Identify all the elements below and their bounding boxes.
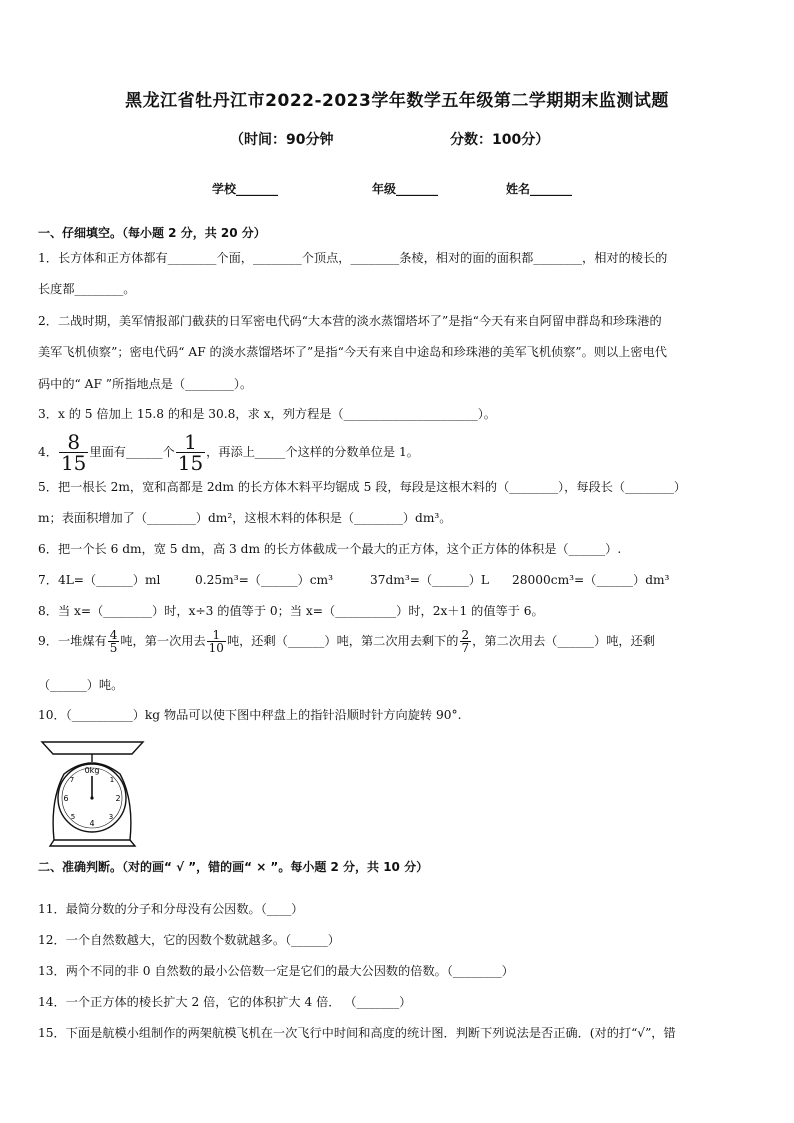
dial-label-4: 4 xyxy=(89,819,95,828)
q9-mid-1: 吨，第一次用去 xyxy=(120,634,206,648)
dial-label-1: 1 xyxy=(109,776,115,784)
scale-pan xyxy=(42,742,143,754)
scale-base xyxy=(50,840,135,846)
question-2-line-1: 2．二战时期，美军情报部门截获的日军密电代码“大本营的淡水蒸馏塔坏了”是指“今天有来自阿留申群岛和珍珠港的 xyxy=(38,314,662,328)
q7-part-c: 37dm³=（______）L xyxy=(370,573,489,587)
school-field: 学校_______ xyxy=(212,182,279,196)
question-8: 8．当 x=（________）时，x÷3 的值等于 0；当 x=（__________）时，2x＋1 的值等于 6。 xyxy=(38,604,544,618)
q9-mid-2: 吨，还剩（______）吨，第二次用去剩下的 xyxy=(226,634,459,648)
fraction-8-15 xyxy=(59,432,88,473)
scale-illustration xyxy=(40,740,145,850)
fraction-4-5 xyxy=(108,629,120,654)
fraction-1-15 xyxy=(176,432,205,473)
question-14: 14．一个正方体的棱长扩大 2 倍，它的体积扩大 4 倍． （_______） xyxy=(38,995,412,1009)
q7-part-a: 7．4L=（______）ml xyxy=(38,573,161,587)
question-5-line-2: m；表面积增加了（________）dm²，这根木料的体积是（________）dm³。 xyxy=(38,511,452,525)
question-6: 6．把一个长 6 dm，宽 5 dm，高 3 dm 的长方体截成一个最大的正方体，这个正方体的体积是（______）. xyxy=(38,542,622,556)
question-2-line-3: 码中的“ AF ”所指地点是（________）。 xyxy=(38,377,253,391)
question-7 xyxy=(38,572,758,588)
question-4 xyxy=(38,432,419,473)
fraction-numerator: 4 xyxy=(109,628,118,642)
q7-part-b: 0.25m³=（______）cm³ xyxy=(195,573,333,587)
fraction-2-7 xyxy=(460,629,472,654)
question-11: 11．最简分数的分子和分母没有公因数。（____） xyxy=(38,902,304,916)
question-15: 15．下面是航模小组制作的两架航模飞机在一次飞行中时间和高度的统计图．判断下列说法是否正确．(对的打“√”，错 xyxy=(38,1026,676,1040)
fraction-denominator: 5 xyxy=(109,641,118,655)
fraction-numerator: 8 xyxy=(59,432,88,453)
q7-part-d: 28000cm³=（______）dm³ xyxy=(512,573,670,587)
dial-label-6: 6 xyxy=(63,794,69,803)
fraction-numerator: 1 xyxy=(207,629,226,642)
fraction-denominator: 15 xyxy=(177,451,204,475)
exam-time: （时间：90分钟 xyxy=(230,132,334,148)
dial-label-2: 2 xyxy=(115,794,121,803)
q4-mid: 里面有______个 xyxy=(89,445,175,459)
question-5-line-1: 5．把一根长 2m，宽和高都是 2dm 的长方体木料平均锯成 5 段，每段是这根木料的（________），每段长（________） xyxy=(38,480,687,494)
dial-label-0kg: 0kg xyxy=(84,766,100,775)
question-12: 12．一个自然数越大，它的因数个数就越多。（______） xyxy=(38,933,340,947)
q4-prefix: 4． xyxy=(38,445,58,459)
section-1-heading: 一、仔细填空。（每小题 2 分，共 20 分） xyxy=(38,226,266,240)
exam-score: 分数：100分） xyxy=(450,132,550,148)
fraction-denominator: 10 xyxy=(208,641,224,655)
fraction-numerator: 2 xyxy=(461,628,470,642)
q9-mid-3: ，第二次用去（______）吨，还剩 xyxy=(472,634,655,648)
dial-label-3: 3 xyxy=(108,813,114,821)
section-2-heading: 二、准确判断。（对的画“ √ ”，错的画“ × ”。每小题 2 分，共 10 分） xyxy=(38,860,429,874)
question-1-line-1: 1．长方体和正方体都有________个面，________个顶点，________条棱，相对的面的面积都________，相对的棱长的 xyxy=(38,251,668,265)
question-13: 13．两个不同的非 0 自然数的最小公倍数一定是它们的最大公因数的倍数。（________） xyxy=(38,964,514,978)
fraction-numerator: 1 xyxy=(176,432,205,453)
name-field: 姓名_______ xyxy=(506,182,573,196)
question-9-line-2: （______）吨。 xyxy=(38,678,124,692)
q9-prefix: 9．一堆煤有 xyxy=(38,634,107,648)
fraction-denominator: 15 xyxy=(60,451,87,475)
question-10: 10．（__________）kg 物品可以使下图中秤盘上的指针沿顺时针方向旋转 90°. xyxy=(38,708,462,722)
question-1-line-2: 长度都________。 xyxy=(38,282,136,296)
q4-suffix: ，再添上_____个这样的分数单位是 1。 xyxy=(206,445,419,459)
question-3: 3．x 的 5 倍加上 15.8 的和是 30.8，求 x，列方程是（______________________）。 xyxy=(38,407,496,421)
dial-label-7: 7 xyxy=(69,776,75,784)
dial-pivot xyxy=(90,796,93,799)
page-title: 黑龙江省牡丹江市2022-2023学年数学五年级第二学期期末监测试题 xyxy=(125,91,669,111)
fraction-denominator: 7 xyxy=(461,641,470,655)
grade-field: 年级_______ xyxy=(372,182,439,196)
dial-label-5: 5 xyxy=(70,813,76,821)
fraction-1-10 xyxy=(207,629,226,654)
question-9-line-1 xyxy=(38,629,655,654)
question-2-line-2: 美军飞机侦察”；密电代码“ AF 的淡水蒸馏塔坏了”是指“今天有来自中途岛和珍珠港的美军飞机侦察”。则以上密电代 xyxy=(38,345,667,359)
